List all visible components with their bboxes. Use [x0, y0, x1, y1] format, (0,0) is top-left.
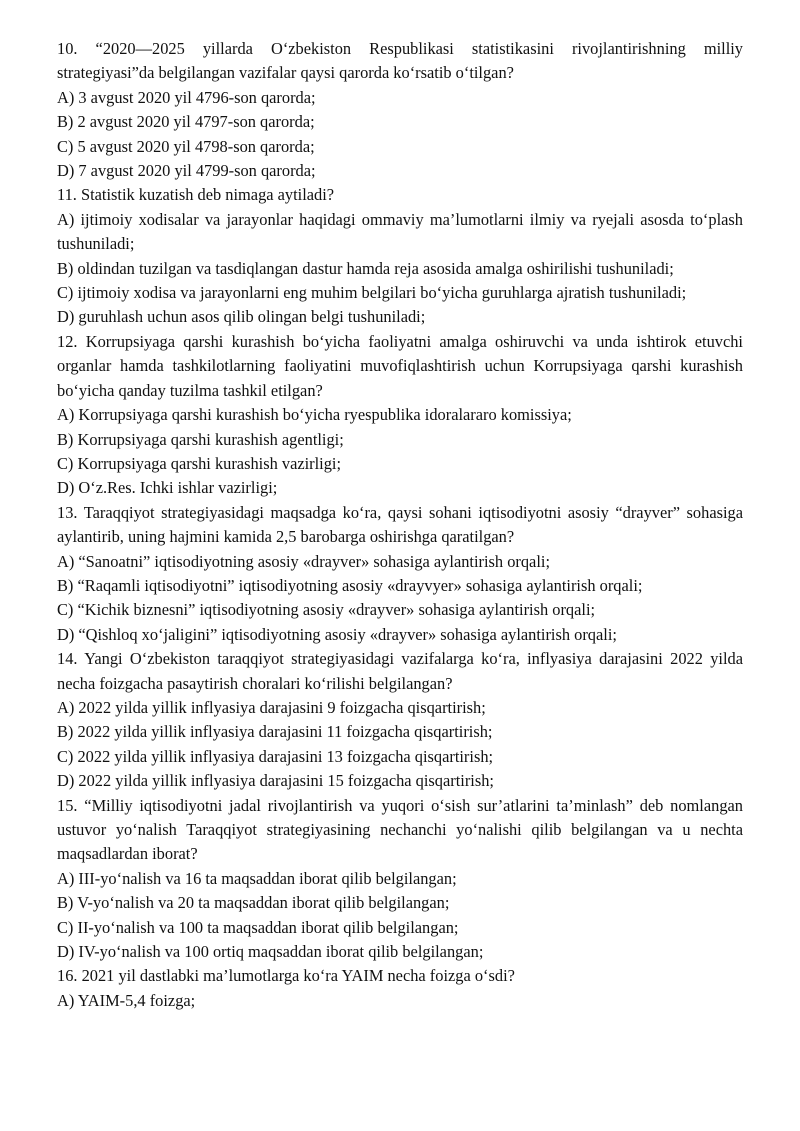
answer-15-c: C) II-yo‘nalish va 100 ta maqsaddan iborat qilib belgilangan;	[57, 917, 459, 937]
question-16: 16. 2021 yil dastlabki ma’lumotlarga ko‘ra YAIM necha foizga o‘sdi?	[57, 966, 515, 986]
answer-14-c: C) 2022 yilda yillik inflyasiya darajasini 13 foizgacha qisqartirish;	[57, 746, 494, 766]
answer-10-b: B) 2 avgust 2020 yil 4797-son qarorda;	[57, 112, 315, 132]
answer-14-a: A) 2022 yilda yillik inflyasiya darajasini 9 foizgacha qisqartirish;	[57, 697, 486, 717]
answer-11-a: A) ijtimoiy xodisalar va jarayonlar haqidagi ommaviy ma’lumotlarni ilmiy va ryejali asosda to‘plash tushuniladi;	[57, 209, 743, 254]
answer-13-a: A) “Sanoatni” iqtisodiyotning asosiy «drayver» sohasiga aylantirish orqali;	[57, 551, 550, 571]
answer-13-c: C) “Kichik biznesni” iqtisodiyotning asosiy «drayver» sohasiga aylantirish orqali;	[57, 600, 596, 620]
answer-14-b: B) 2022 yilda yillik inflyasiya darajasini 11 foizgacha qisqartirish;	[57, 722, 493, 742]
answer-15-a: A) III-yo‘nalish va 16 ta maqsaddan iborat qilib belgilangan;	[57, 868, 457, 888]
question-10: 10. “2020—2025 yillarda O‘zbekiston Respublikasi statistikasini rivojlantirishning milliy strategiyasi”da belgilangan vazifalar qaysi qarorda ko‘rsatib o‘tilgan?	[57, 39, 743, 83]
answer-10-c: C) 5 avgust 2020 yil 4798-son qarorda;	[57, 136, 315, 156]
answer-12-b: B) Korrupsiyaga qarshi kurashish agentligi;	[57, 429, 344, 449]
answer-13-d: D) “Qishloq xo‘jaligini” iqtisodiyotning asosiy «drayver» sohasiga aylantirish orqali;	[57, 624, 617, 644]
question-15: 15. “Milliy iqtisodiyotni jadal rivojlantirish va yuqori o‘sish sur’atlarini ta’minlash” deb nomlangan ustuvor yo‘nalish Taraqqiyot strategiyasining nechanchi yo‘nalishi qilib belgilangan va u nechta maqsadlardan iborat?	[57, 795, 743, 864]
answer-10-a: A) 3 avgust 2020 yil 4796-son qarorda;	[57, 87, 316, 107]
answer-11-c: C) ijtimoiy xodisa va jarayonlarni eng muhim belgilari bo‘yicha guruhlarga ajratish tushuniladi;	[57, 283, 687, 303]
answer-12-c: C) Korrupsiyaga qarshi kurashish vazirligi;	[57, 453, 342, 473]
answer-10-d: D) 7 avgust 2020 yil 4799-son qarorda;	[57, 161, 316, 181]
answer-11-d: D) guruhlash uchun asos qilib olingan belgi tushuniladi;	[57, 307, 426, 327]
answer-14-d: D) 2022 yilda yillik inflyasiya darajasini 15 foizgacha qisqartirish;	[57, 771, 494, 791]
answer-15-d: D) IV-yo‘nalish va 100 ortiq maqsaddan iborat qilib belgilangan;	[57, 942, 484, 962]
question-11: 11. Statistik kuzatish deb nimaga aytiladi?	[57, 185, 335, 205]
question-13: 13. Taraqqiyot strategiyasidagi maqsadga ko‘ra, qaysi sohani iqtisodiyotni asosiy “drayver” sohasiga aylantirib, uning hajmini kamida 2,5 barobarga oshirishga qaratilgan?	[57, 502, 743, 547]
answer-11-b: B) oldindan tuzilgan va tasdiqlangan dastur hamda reja asosida amalga oshirilishi tushuniladi;	[57, 258, 674, 278]
answer-12-d: D) O‘z.Res. Ichki ishlar vazirligi;	[57, 478, 278, 498]
answer-12-a: A) Korrupsiyaga qarshi kurashish bo‘yicha ryespublika idoralararo komissiya;	[57, 405, 572, 425]
question-14: 14. Yangi O‘zbekiston taraqqiyot strategiyasidagi vazifalarga ko‘ra, inflyasiya darajasini 2022 yilda necha foizgacha pasaytirish choralari ko‘rilishi belgilangan?	[57, 649, 743, 693]
answer-13-b: B) “Raqamli iqtisodiyotni” iqtisodiyotning asosiy «drayvyer» sohasiga aylantirish orqali;	[57, 575, 643, 595]
question-12: 12. Korrupsiyaga qarshi kurashish bo‘yicha faoliyatni amalga oshiruvchi va unda ishtirok etuvchi organlar hamda tashkilotlarning faoliyatini muvofiqlashtirish uchun Korrupsiyaga qarshi kurashish bo‘yicha qanday tuzilma tashkil etilgan?	[57, 331, 743, 400]
answer-16-a: A) YAIM-5,4 foizga;	[57, 990, 196, 1010]
answer-15-b: B) V-yo‘nalish va 20 ta maqsaddan iborat qilib belgilangan;	[57, 893, 450, 913]
